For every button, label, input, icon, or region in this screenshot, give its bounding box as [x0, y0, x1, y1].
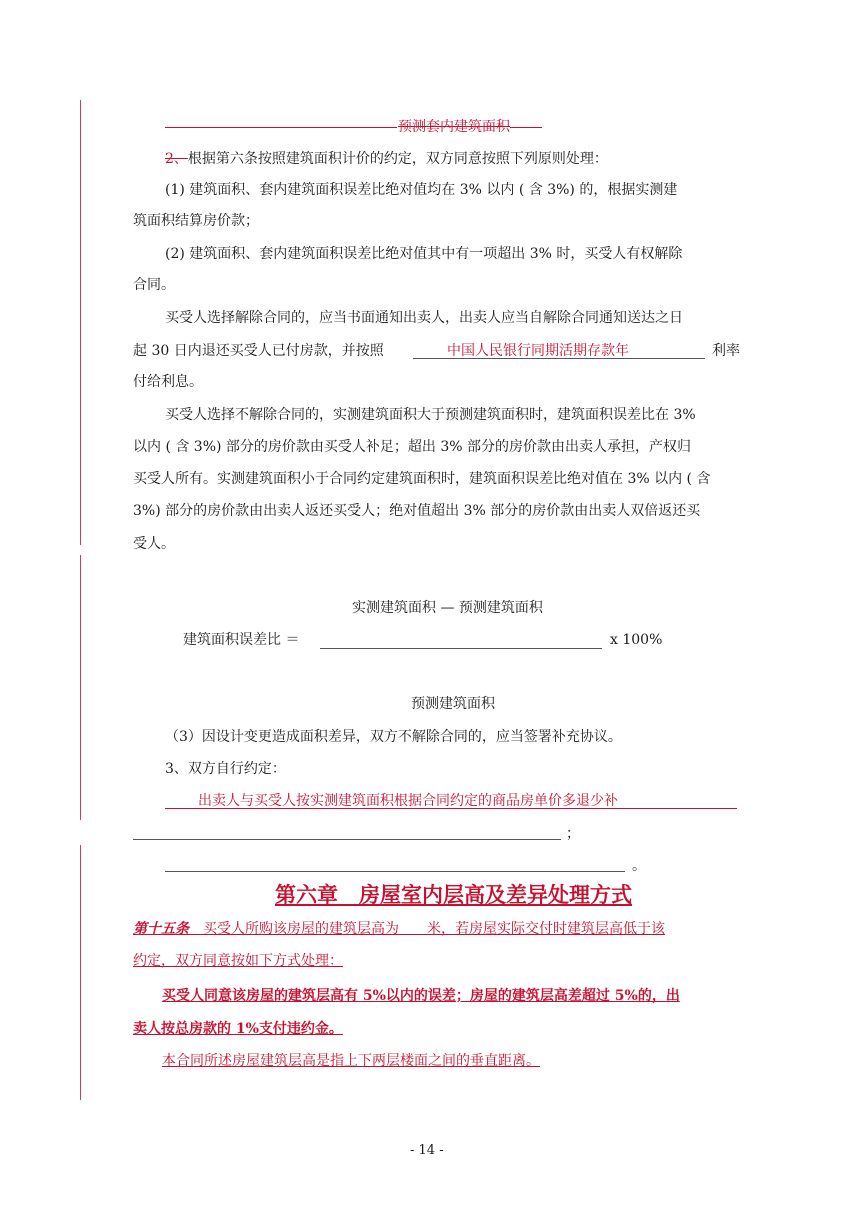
cancel-line2 — [133, 342, 384, 360]
formula-fraction-line — [320, 648, 602, 649]
revision-bar — [80, 555, 81, 820]
article15-line1 — [133, 920, 665, 938]
strike-rule — [510, 127, 542, 128]
article15-label: 第十五条 — [133, 921, 189, 937]
revision-bar — [80, 100, 81, 545]
blank-line — [133, 839, 561, 840]
fill-underline — [165, 808, 737, 809]
rule2-number: 2、 — [165, 151, 188, 167]
article15-line2: 约定，双方同意按如下方式处理： — [133, 953, 343, 969]
rule2-text: 根据第六条按照建筑面积计价的约定，双方同意按照下列原则处理： — [187, 151, 608, 167]
item1-line2: 筑面积结算房价款； — [133, 213, 259, 229]
keep-line2: 以内 ( 含 3%) 部分的房价款由买受人补足；超出 3% 部分的房价款由出卖人承担，产权归 — [133, 439, 692, 455]
keep-line5: 受人。 — [133, 536, 175, 552]
article15-text: 买受人所购该房屋的建筑层高为 米，若房屋实际交付时建筑层高低于该 — [203, 921, 665, 937]
chapter-title: 第六章 房屋室内层高及差异处理方式 — [275, 882, 632, 907]
cancel-line2-post: 利率 — [712, 343, 740, 359]
cancel-line2-pre: 起 30 日内退还买受人已付房款，并按照 — [133, 343, 384, 359]
keep-line3: 买受人所有。实测建筑面积小于合同约定建筑面积时，建筑面积误差比绝对值在 3% 以内 ( 含 — [133, 471, 711, 487]
keep-line1: 买受人选择不解除合同的，实测建筑面积大于预测建筑面积时，建筑面积误差比在 3% — [165, 407, 696, 423]
item3: （3）因设计变更造成面积差异，双方不解除合同的，应当签署补充协议。 — [165, 729, 622, 745]
penalty-line1 — [162, 987, 680, 1005]
rule2-paragraph — [165, 150, 608, 168]
revision-bar — [80, 845, 81, 1100]
item2-line1: (2) 建筑面积、套内建筑面积误差比绝对值其中有一项超出 3% 时，买受人有权解除 — [165, 246, 683, 262]
self-agree: 3、双方自行约定： — [165, 761, 286, 777]
height-definition: 本合同所述房屋建筑层高是指上下两层楼面之间的垂直距离。 — [162, 1053, 540, 1069]
cancel-line3: 付给利息。 — [133, 374, 203, 390]
formula-denominator: 预测建筑面积 — [411, 696, 495, 712]
cancel-fill-value: 中国人民银行同期活期存款年 — [447, 343, 629, 359]
page-number: - 14 - — [410, 1143, 444, 1158]
item1-line1: (1) 建筑面积、套内建筑面积误差比绝对值均在 3% 以内 ( 含 3%) 的，根据实测建 — [165, 182, 678, 198]
blank-line — [165, 871, 625, 872]
item2-line2: 合同。 — [133, 277, 175, 293]
keep-line4: 3%) 部分的房价款由出卖人返还买受人；绝对值超出 3% 部分的房价款由出卖人双倍返还买 — [133, 503, 701, 519]
penalty-line2: 卖人按总房款的 1%支付违约金。 — [133, 1021, 343, 1037]
struck-heading: 预测套内建筑面积 — [398, 119, 510, 135]
period: 。 — [632, 858, 646, 874]
formula-label: 建筑面积误差比 ＝ — [183, 632, 300, 648]
strike-rule — [165, 127, 397, 128]
formula-numerator: 实测建筑面积 — 预测建筑面积 — [352, 600, 543, 616]
formula-times: x 100% — [610, 632, 663, 648]
semicolon: ； — [566, 826, 580, 842]
cancel-line1: 买受人选择解除合同的，应当书面通知出卖人，出卖人应当自解除合同通知送达之日 — [165, 310, 683, 326]
penalty-line1-text: 买受人同意该房屋的建筑层高有 5%以内的误差；房屋的建筑层高差超过 5%的，出 — [162, 988, 680, 1004]
self-agree-fill: 出卖人与买受人按实测建筑面积根据合同约定的商品房单价多退少补 — [198, 793, 618, 809]
